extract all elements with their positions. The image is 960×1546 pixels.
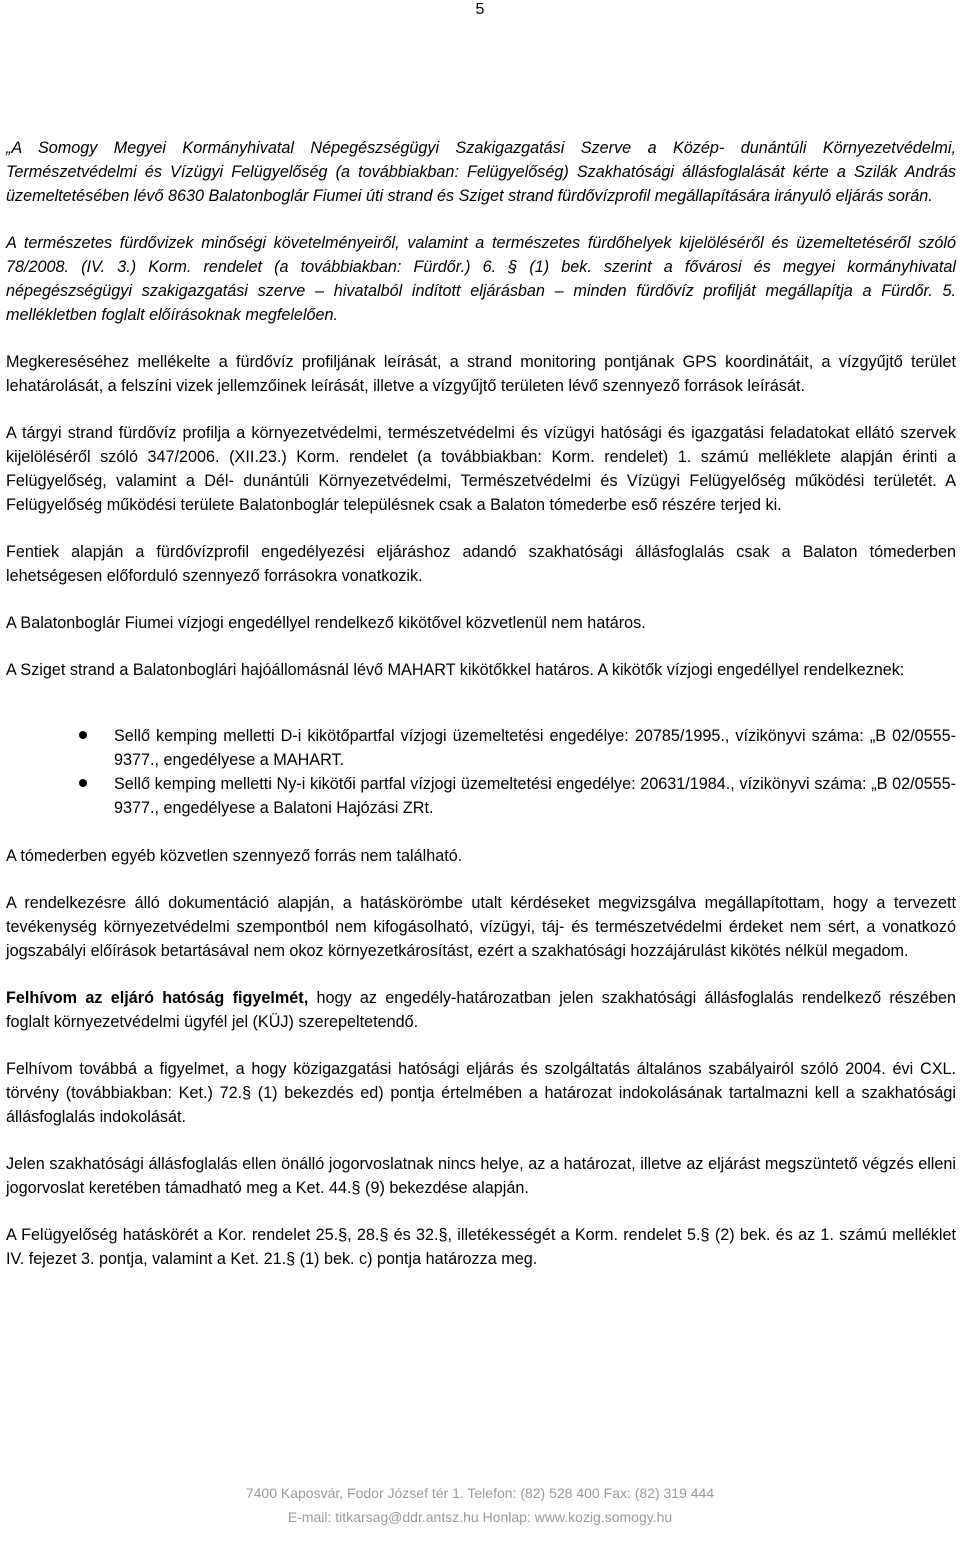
paragraph-ket-reference: Felhívom továbbá a figyelmet, a hogy közigazgatási hatósági eljárás és szolgáltatás általános szabályairól szóló 2004. évi CXL. törvény (továbbiakban: Ket.) 72.§ (1) bekezdés ed) pontja értelmében a határozat indokolásának tartalmazni kell a szakhatósági állásfoglalás indokolását. bbox=[6, 1060, 956, 1126]
paragraph-jurisdiction: A tárgyi strand fürdővíz profilja a környezetvédelmi, természetvédelmi és vízügyi hatósági és igazgatási feladatokat ellátó szervek kijelöléséről szóló 347/2006. (XII.23.) Korm. rendelet (a továbbiakban: Korm. rendelet) 1. számú melléklete alapján érinti a Felügyelőség, valamint a Dél- dunántúli Környezetvédelmi, Természetvédelmi és Vízügyi Felügyelőség működési területét. A Felügyelőség működési területe Balatonboglár településnek csak a Balaton tómederbe eső részére terjed ki. bbox=[6, 424, 956, 514]
footer-contact: E-mail: titkarsag@ddr.antsz.hu Honlap: www.kozig.somogy.hu bbox=[287, 1509, 673, 1525]
document-body bbox=[6, 136, 956, 1294]
paragraph-no-pollution: A tómederben egyéb közvetlen szennyező forrás nem található. bbox=[6, 847, 463, 865]
paragraph-fiumei: A Balatonboglár Fiumei vízjogi engedéllyel rendelkező kikötővel közvetlenül nem határos. bbox=[6, 614, 646, 632]
notice-text: hogy az engedély-határozatban jelen szakhatósági állásfoglalás rendelkező részében foglalt környezetvédelmi ügyfél jel (KÜJ) szerepeltetendő. bbox=[6, 989, 956, 1031]
page-number: 5 bbox=[475, 1, 485, 18]
list-item bbox=[6, 772, 956, 820]
paragraph-attachments: Megkereséséhez mellékelte a fürdővíz profiljának leírását, a strand monitoring pontjának GPS koordinátáit, a vízgyűjtő terület lehatárolását, a felszíni vizek jellemzőinek leírását, illetve a vízgyűjtő területen lévő szennyező források leírását. bbox=[6, 353, 956, 395]
paragraph-notice bbox=[6, 986, 956, 1034]
paragraph-sziget: A Sziget strand a Balatonboglári hajóállomásnál lévő MAHART kikötőkkel határos. A kikötők vízjogi engedéllyel rendelkeznek: bbox=[6, 661, 905, 679]
paragraph-legal-basis: A természetes fürdővizek minőségi követelményeiről, valamint a természetes fürdőhelyek kijelöléséről és üzemeltetéséről szóló 78/2008. (IV. 3.) Korm. rendelet (a továbbiakban: Fürdőr.) 6. § (1) bek. szerint a fővárosi és megyei kormányhivatal népegészségügyi szakigazgatási szerve – hivatalból indított eljárásban – minden fürdővíz profilját megállapítja a Fürdőr. 5. mellékletben foglalt előírásoknak megfelelően. bbox=[6, 234, 956, 324]
harbor-permit-list bbox=[6, 724, 956, 820]
list-item bbox=[6, 724, 956, 772]
paragraph-competence: A Felügyelőség hatáskörét a Kor. rendelet 25.§, 28.§ és 32.§, illetékességét a Korm. rendelet 5.§ (2) bek. és az 1. számú melléklet IV. fejezet 3. pontja, valamint a Ket. 21.§ (1) bek. c) pontja határozza meg. bbox=[6, 1226, 956, 1268]
notice-emphasis: Felhívom az eljáró hatóság figyelmét, bbox=[6, 989, 309, 1007]
list-item-text: Sellő kemping melletti D-i kikötőpartfal vízjogi üzemeltetési engedélye: 20785/1995., vízikönyvi száma: „B 02/0555-9377., engedélyese a MAHART. bbox=[114, 727, 956, 769]
footer-address: 7400 Kaposvár, Fodor József tér 1. Telefon: (82) 528 400 Fax: (82) 319 444 bbox=[245, 1485, 715, 1501]
paragraph-request: „A Somogy Megyei Kormányhivatal Népegészségügyi Szakigazgatási Szerve a Közép- dunántúli Környezetvédelmi, Természetvédelmi és Vízügyi Felügyelőség (a továbbiakban: Felügyelőség) Szakhatósági állásfoglalását kérte a Szilák András üzemeltetésében lévő 8630 Balatonboglár Fiumei úti strand és Sziget strand fürdővízprofil megállapítására irányuló eljárás során. bbox=[6, 139, 956, 205]
paragraph-remedy: Jelen szakhatósági állásfoglalás ellen önálló jogorvoslatnak nincs helye, az a határozat, illetve az eljárást megszüntető végzés elleni jogorvoslat keretében támadható meg a Ket. 44.§ (9) bekezdése alapján. bbox=[6, 1155, 956, 1197]
bullet-icon bbox=[79, 731, 87, 739]
bullet-icon bbox=[79, 779, 87, 787]
paragraph-scope: Fentiek alapján a fürdővízprofil engedélyezési eljáráshoz adandó szakhatósági állásfoglalás csak a Balaton tómederben lehetségesen előforduló szennyező forrásokra vonatkozik. bbox=[6, 543, 956, 585]
list-item-text: Sellő kemping melletti Ny-i kikötői partfal vízjogi üzemeltetési engedélye: 20631/1984., vízikönyvi száma: „B 02/0555-9377., engedélyese a Balatoni Hajózási ZRt. bbox=[114, 775, 956, 817]
paragraph-decision: A rendelkezésre álló dokumentáció alapján, a hatáskörömbe utalt kérdéseket megvizsgálva megállapítottam, hogy a tervezett tevékenység környezetvédelmi szempontból nem kifogásolható, vízügyi, táj- és természetvédelmi érdeket nem sért, a vonatkozó jogszabályi előírások betartásával nem okoz környezetkárosítást, ezért a szakhatósági hozzájárulást kikötés nélkül megadom. bbox=[6, 894, 956, 960]
